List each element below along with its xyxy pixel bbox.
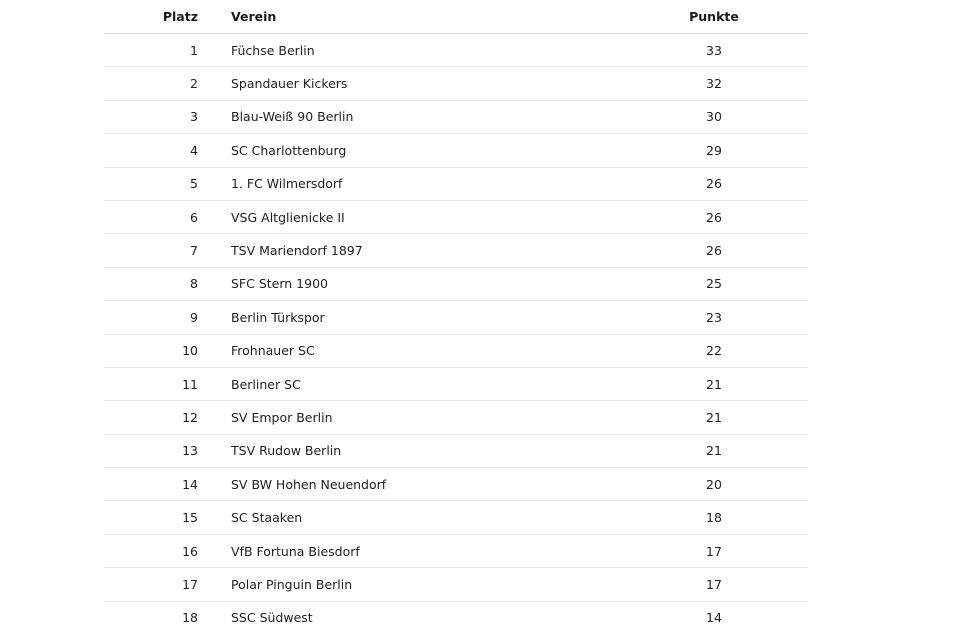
points-value: 21 xyxy=(706,443,722,459)
club-cell: Berlin Türkspor xyxy=(231,301,631,334)
rank-cell: 2 xyxy=(104,67,198,100)
points-value: 21 xyxy=(706,376,722,392)
points-cell xyxy=(631,401,808,434)
spacer-cell xyxy=(198,301,231,334)
table-row xyxy=(104,434,808,467)
spacer-cell xyxy=(198,568,231,601)
points-value: 26 xyxy=(706,176,722,192)
club-cell: SSC Südwest xyxy=(231,610,313,626)
header-points: Punkte xyxy=(689,9,739,24)
header-club: Verein xyxy=(231,0,631,34)
points-cell xyxy=(631,34,808,67)
rank-cell: 3 xyxy=(104,100,198,133)
points-value: 32 xyxy=(706,76,722,92)
points-value: 21 xyxy=(706,409,722,425)
rank-cell: 6 xyxy=(104,200,198,233)
table-row xyxy=(104,167,808,200)
spacer-cell xyxy=(198,67,231,100)
club-cell: Blau-Weiß 90 Berlin xyxy=(231,100,631,133)
table-row xyxy=(104,468,808,501)
table-row xyxy=(104,267,808,300)
table-row xyxy=(104,134,808,167)
header-spacer xyxy=(198,0,231,34)
points-cell xyxy=(631,367,808,400)
points-value: 29 xyxy=(706,142,722,158)
points-cell xyxy=(631,534,808,567)
spacer-cell xyxy=(198,468,231,501)
club-cell: Spandauer Kickers xyxy=(231,67,631,100)
table-row xyxy=(104,234,808,267)
club-cell: Füchse Berlin xyxy=(231,34,631,67)
rank-cell: 8 xyxy=(104,267,198,300)
table-body xyxy=(104,34,808,635)
spacer-cell xyxy=(198,267,231,300)
club-cell: SV Empor Berlin xyxy=(231,401,631,434)
table-row xyxy=(104,200,808,233)
standings-table xyxy=(104,0,808,634)
rank-cell: 7 xyxy=(104,234,198,267)
rank-cell: 13 xyxy=(104,434,198,467)
points-value: 30 xyxy=(706,109,722,125)
club-cell: SV BW Hohen Neuendorf xyxy=(231,468,631,501)
spacer-cell xyxy=(198,34,231,67)
points-cell xyxy=(631,200,808,233)
points-cell xyxy=(631,434,808,467)
points-cell xyxy=(631,568,808,601)
club-cell: VfB Fortuna Biesdorf xyxy=(231,534,631,567)
points-value: 26 xyxy=(706,243,722,259)
points-value: 33 xyxy=(706,42,722,58)
club-cell: SFC Stern 1900 xyxy=(231,267,631,300)
points-value: 17 xyxy=(706,576,722,592)
points-cell xyxy=(631,301,808,334)
rank-cell: 18 xyxy=(182,610,198,626)
spacer-cell xyxy=(198,534,231,567)
rank-cell: 5 xyxy=(104,167,198,200)
table-row xyxy=(104,100,808,133)
points-value: 20 xyxy=(706,476,722,492)
spacer-cell xyxy=(198,200,231,233)
points-value: 26 xyxy=(706,209,722,225)
points-cell xyxy=(631,67,808,100)
points-cell xyxy=(631,234,808,267)
spacer-cell xyxy=(198,167,231,200)
club-cell: Frohnauer SC xyxy=(231,334,631,367)
rank-cell: 12 xyxy=(104,401,198,434)
spacer-cell xyxy=(198,234,231,267)
points-cell xyxy=(631,468,808,501)
table-row xyxy=(104,334,808,367)
table-row xyxy=(104,301,808,334)
club-cell: VSG Altglienicke II xyxy=(231,200,631,233)
points-cell xyxy=(631,601,808,634)
club-cell: 1. FC Wilmersdorf xyxy=(231,167,631,200)
spacer-cell xyxy=(198,367,231,400)
rank-cell: 4 xyxy=(104,134,198,167)
spacer-cell xyxy=(198,401,231,434)
rank-cell: 1 xyxy=(104,34,198,67)
points-value: 18 xyxy=(706,510,722,526)
header-rank: Platz xyxy=(104,0,198,34)
points-cell xyxy=(631,267,808,300)
club-cell: TSV Rudow Berlin xyxy=(231,434,631,467)
table-row xyxy=(104,568,808,601)
table-row xyxy=(104,34,808,67)
club-cell: SC Charlottenburg xyxy=(231,134,631,167)
spacer-cell xyxy=(198,334,231,367)
points-cell xyxy=(631,501,808,534)
rank-cell: 9 xyxy=(104,301,198,334)
points-value: 22 xyxy=(706,343,722,359)
spacer-cell xyxy=(198,601,231,634)
rank-cell: 16 xyxy=(104,534,198,567)
club-cell: TSV Mariendorf 1897 xyxy=(231,234,631,267)
points-cell xyxy=(631,134,808,167)
rank-cell: 17 xyxy=(104,568,198,601)
club-cell: Berliner SC xyxy=(231,367,631,400)
points-value: 14 xyxy=(706,610,722,626)
club-cell: SC Staaken xyxy=(231,501,631,534)
rank-cell: 10 xyxy=(104,334,198,367)
spacer-cell xyxy=(198,100,231,133)
points-value: 23 xyxy=(706,309,722,325)
table-row xyxy=(104,67,808,100)
table-header-row xyxy=(104,0,808,34)
table-row xyxy=(104,534,808,567)
rank-cell: 11 xyxy=(104,367,198,400)
spacer-cell xyxy=(198,134,231,167)
table-row xyxy=(104,601,808,634)
rank-cell: 15 xyxy=(104,501,198,534)
table-row xyxy=(104,401,808,434)
table-row xyxy=(104,501,808,534)
club-cell: Polar Pinguin Berlin xyxy=(231,568,631,601)
points-value: 25 xyxy=(706,276,722,292)
points-cell xyxy=(631,167,808,200)
points-value: 17 xyxy=(706,543,722,559)
spacer-cell xyxy=(198,434,231,467)
header-points-cell xyxy=(631,0,808,34)
points-cell xyxy=(631,334,808,367)
spacer-cell xyxy=(198,501,231,534)
rank-cell: 14 xyxy=(104,468,198,501)
points-cell xyxy=(631,100,808,133)
table-row xyxy=(104,367,808,400)
